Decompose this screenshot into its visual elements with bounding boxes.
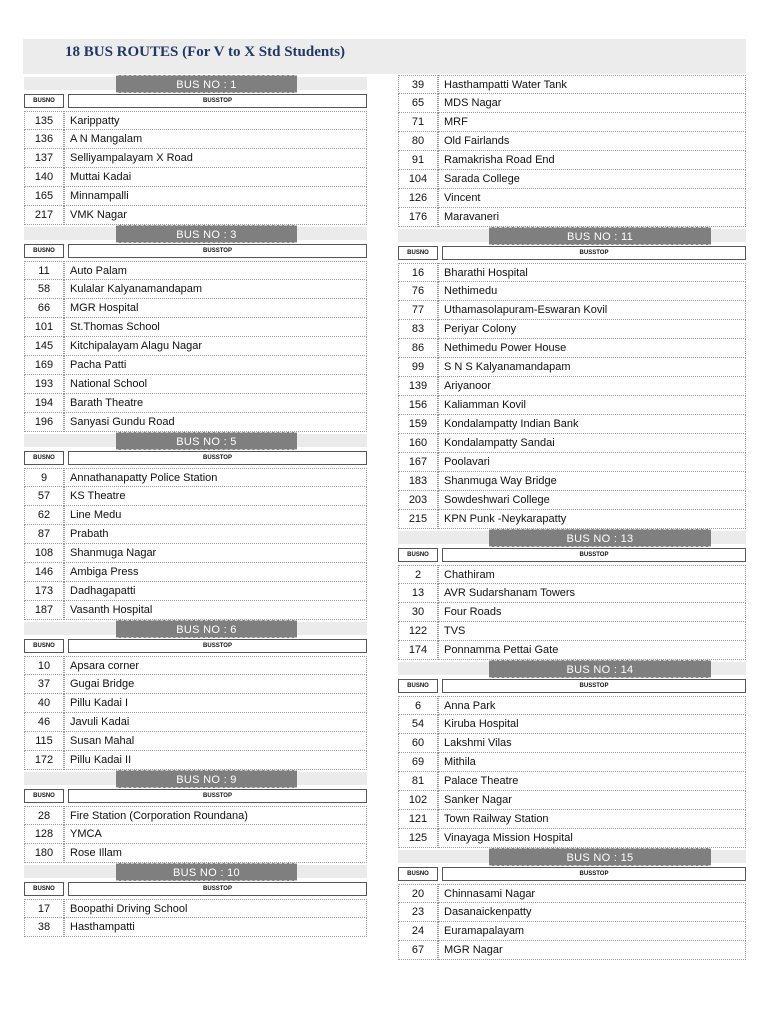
busno-column-header: BUSNO	[24, 639, 64, 653]
table-row	[398, 696, 746, 715]
table-row	[398, 434, 746, 453]
table-row	[398, 301, 746, 320]
stop-number: 57	[24, 487, 64, 506]
page-title: 18 BUS ROUTES (For V to X Std Students)	[65, 44, 346, 60]
table-row	[24, 675, 367, 694]
stop-number: 139	[398, 377, 438, 396]
stop-number: 10	[24, 656, 64, 675]
table-row	[24, 318, 367, 337]
stops-table	[24, 656, 367, 770]
table-row	[398, 113, 746, 132]
stop-name: Hasthampatti	[64, 918, 367, 937]
stop-number: 67	[398, 941, 438, 960]
table-row	[398, 282, 746, 301]
table-row	[24, 844, 367, 863]
table-row	[398, 263, 746, 282]
table-row	[24, 168, 367, 187]
stop-number: 2	[398, 565, 438, 584]
stop-name: National School	[64, 375, 367, 394]
busstop-column-header: BUSSTOP	[442, 548, 746, 562]
table-row	[24, 806, 367, 825]
stop-number: 126	[398, 189, 438, 208]
stop-number: 115	[24, 732, 64, 751]
table-row	[24, 299, 367, 318]
bus-route-section	[398, 227, 746, 529]
stop-number: 77	[398, 301, 438, 320]
stop-name: MGR Nagar	[438, 941, 746, 960]
stop-number: 38	[24, 918, 64, 937]
table-row	[398, 903, 746, 922]
title-bar	[23, 39, 746, 74]
bus-route-heading	[398, 660, 746, 678]
bus-route-heading	[398, 848, 746, 866]
stop-number: 160	[398, 434, 438, 453]
busstop-column-header: BUSSTOP	[68, 789, 367, 803]
table-row	[24, 111, 367, 130]
stop-number: 183	[398, 472, 438, 491]
stops-table	[24, 261, 367, 432]
stop-number: 58	[24, 280, 64, 299]
stop-number: 65	[398, 94, 438, 113]
stop-name: KS Theatre	[64, 487, 367, 506]
stop-name: MGR Hospital	[64, 299, 367, 318]
stop-number: 83	[398, 320, 438, 339]
stop-number: 86	[398, 339, 438, 358]
busstop-column-header: BUSSTOP	[68, 639, 367, 653]
busstop-column-header: BUSSTOP	[442, 679, 746, 693]
stop-name: Kitchipalayam Alagu Nagar	[64, 337, 367, 356]
stop-number: 146	[24, 563, 64, 582]
bus-number-label: BUS NO : 5	[116, 432, 297, 450]
stop-number: 71	[398, 113, 438, 132]
stop-number: 102	[398, 791, 438, 810]
stop-name: Euramapalayam	[438, 922, 746, 941]
stop-name: Javuli Kadai	[64, 713, 367, 732]
table-row	[398, 584, 746, 603]
stop-name: Auto Palam	[64, 261, 367, 280]
table-row	[398, 753, 746, 772]
stop-number: 99	[398, 358, 438, 377]
stops-table	[24, 468, 367, 620]
stop-name: Vincent	[438, 189, 746, 208]
table-row	[398, 94, 746, 113]
table-row	[398, 396, 746, 415]
table-row	[398, 641, 746, 660]
stop-name: Selliyampalayam X Road	[64, 149, 367, 168]
stop-name: Ponnamma Pettai Gate	[438, 641, 746, 660]
stops-table	[398, 75, 746, 227]
stop-number: 101	[24, 318, 64, 337]
stop-number: 91	[398, 151, 438, 170]
stop-name: Prabath	[64, 525, 367, 544]
stop-number: 196	[24, 413, 64, 432]
stop-name: Kondalampatty Indian Bank	[438, 415, 746, 434]
stop-name: AVR Sudarshanam Towers	[438, 584, 746, 603]
busno-column-header: BUSNO	[24, 789, 64, 803]
busno-column-header: BUSNO	[24, 882, 64, 896]
stop-name: Minnampalli	[64, 187, 367, 206]
stop-number: 60	[398, 734, 438, 753]
stop-number: 104	[398, 170, 438, 189]
table-header	[398, 679, 746, 693]
stop-name: Hasthampatti Water Tank	[438, 75, 746, 94]
stop-name: Ariyanoor	[438, 377, 746, 396]
table-header	[398, 867, 746, 881]
table-row	[24, 918, 367, 937]
stop-name: Muttai Kadai	[64, 168, 367, 187]
bus-number-label: BUS NO : 10	[116, 863, 297, 881]
table-row	[24, 130, 367, 149]
stop-number: 165	[24, 187, 64, 206]
stop-name: Town Railway Station	[438, 810, 746, 829]
stop-name: Palace Theatre	[438, 772, 746, 791]
stop-number: 37	[24, 675, 64, 694]
bus-number-label: BUS NO : 3	[116, 225, 297, 243]
stop-name: Sarada College	[438, 170, 746, 189]
table-row	[24, 280, 367, 299]
stop-name: St.Thomas School	[64, 318, 367, 337]
stop-number: 172	[24, 751, 64, 770]
stop-number: 167	[398, 453, 438, 472]
stops-table	[24, 806, 367, 863]
stop-number: 122	[398, 622, 438, 641]
stop-name: Lakshmi Vilas	[438, 734, 746, 753]
stop-number: 156	[398, 396, 438, 415]
bus-route-section	[24, 225, 367, 432]
table-row	[398, 715, 746, 734]
bus-number-label: BUS NO : 1	[116, 75, 297, 93]
stop-number: 135	[24, 111, 64, 130]
stop-number: 80	[398, 132, 438, 151]
stop-name: A N Mangalam	[64, 130, 367, 149]
stop-name: Dadhagapatti	[64, 582, 367, 601]
table-row	[398, 565, 746, 584]
stop-number: 81	[398, 772, 438, 791]
stop-name: Anna Park	[438, 696, 746, 715]
table-row	[398, 339, 746, 358]
table-row	[24, 261, 367, 280]
table-row	[398, 941, 746, 960]
table-row	[24, 751, 367, 770]
stops-table	[24, 899, 367, 937]
busstop-column-header: BUSSTOP	[442, 867, 746, 881]
table-row	[398, 170, 746, 189]
stop-number: 6	[398, 696, 438, 715]
stop-name: Mithila	[438, 753, 746, 772]
stop-name: Maravaneri	[438, 208, 746, 227]
table-header	[24, 882, 367, 896]
table-header	[24, 244, 367, 258]
bus-number-label: BUS NO : 13	[489, 529, 711, 547]
busno-column-header: BUSNO	[398, 246, 438, 260]
stop-name: Bharathi Hospital	[438, 263, 746, 282]
stops-table	[24, 111, 367, 225]
table-row	[24, 694, 367, 713]
bus-route-heading	[398, 529, 746, 547]
stop-name: Pacha Patti	[64, 356, 367, 375]
stop-number: 13	[398, 584, 438, 603]
stop-name: MDS Nagar	[438, 94, 746, 113]
stop-number: 169	[24, 356, 64, 375]
bus-route-section	[24, 620, 367, 770]
stops-table	[398, 565, 746, 660]
stop-name: Kiruba Hospital	[438, 715, 746, 734]
busstop-column-header: BUSSTOP	[68, 882, 367, 896]
busno-column-header: BUSNO	[24, 94, 64, 108]
table-row	[24, 732, 367, 751]
bus-number-label: BUS NO : 14	[489, 660, 711, 678]
table-row	[398, 829, 746, 848]
stop-name: Ambiga Press	[64, 563, 367, 582]
bus-number-label: BUS NO : 15	[489, 848, 711, 866]
stop-number: 125	[398, 829, 438, 848]
stop-name: Barath Theatre	[64, 394, 367, 413]
table-row	[24, 187, 367, 206]
stop-number: 217	[24, 206, 64, 225]
stop-number: 194	[24, 394, 64, 413]
stop-name: Kulalar Kalyanamandapam	[64, 280, 367, 299]
table-row	[24, 413, 367, 432]
busstop-column-header: BUSSTOP	[442, 246, 746, 260]
bus-route-section	[24, 863, 367, 937]
left-column	[24, 75, 367, 937]
table-row	[398, 491, 746, 510]
table-header	[24, 94, 367, 108]
stop-name: Old Fairlands	[438, 132, 746, 151]
stop-name: Sowdeshwari College	[438, 491, 746, 510]
stop-name: Shanmuga Nagar	[64, 544, 367, 563]
stop-number: 176	[398, 208, 438, 227]
table-header	[398, 548, 746, 562]
table-row	[24, 375, 367, 394]
bus-route-heading	[24, 432, 367, 450]
table-row	[398, 208, 746, 227]
bus-route-section	[398, 529, 746, 660]
table-row	[24, 601, 367, 620]
stops-table	[398, 884, 746, 960]
stop-number: 128	[24, 825, 64, 844]
stop-name: Nethimedu	[438, 282, 746, 301]
stop-number: 159	[398, 415, 438, 434]
stop-name: Shanmuga Way Bridge	[438, 472, 746, 491]
stop-name: Kaliamman Kovil	[438, 396, 746, 415]
stop-name: Pillu Kadai I	[64, 694, 367, 713]
bus-route-section	[398, 848, 746, 960]
stop-number: 28	[24, 806, 64, 825]
stop-name: Annathanapatty Police Station	[64, 468, 367, 487]
table-row	[398, 603, 746, 622]
stop-number: 137	[24, 149, 64, 168]
stop-name: Uthamasolapuram-Eswaran Kovil	[438, 301, 746, 320]
stop-name: Rose Illam	[64, 844, 367, 863]
stop-number: 87	[24, 525, 64, 544]
stop-name: Apsara corner	[64, 656, 367, 675]
bus-route-heading	[24, 75, 367, 93]
stop-number: 140	[24, 168, 64, 187]
stop-number: 39	[398, 75, 438, 94]
stop-name: Karippatty	[64, 111, 367, 130]
stop-number: 136	[24, 130, 64, 149]
table-row	[398, 453, 746, 472]
stop-number: 193	[24, 375, 64, 394]
busno-column-header: BUSNO	[398, 867, 438, 881]
stop-number: 11	[24, 261, 64, 280]
table-row	[24, 394, 367, 413]
table-row	[24, 356, 367, 375]
stop-number: 203	[398, 491, 438, 510]
bus-route-section	[398, 660, 746, 848]
stop-name: Kondalampatty Sandai	[438, 434, 746, 453]
table-row	[398, 189, 746, 208]
table-row	[398, 320, 746, 339]
bus-number-label: BUS NO : 6	[116, 620, 297, 638]
table-row	[24, 206, 367, 225]
bus-route-heading	[398, 227, 746, 245]
table-row	[24, 582, 367, 601]
stop-number: 17	[24, 899, 64, 918]
table-row	[398, 75, 746, 94]
stop-number: 187	[24, 601, 64, 620]
table-row	[24, 563, 367, 582]
stop-number: 40	[24, 694, 64, 713]
table-row	[24, 713, 367, 732]
stop-name: Sanker Nagar	[438, 791, 746, 810]
bus-number-label: BUS NO : 11	[489, 227, 711, 245]
table-row	[24, 149, 367, 168]
stop-name: Pillu Kadai II	[64, 751, 367, 770]
stop-name: YMCA	[64, 825, 367, 844]
table-row	[398, 922, 746, 941]
stop-number: 16	[398, 263, 438, 282]
stops-table	[398, 263, 746, 529]
right-column	[398, 75, 746, 960]
busno-column-header: BUSNO	[24, 451, 64, 465]
table-row	[24, 825, 367, 844]
stop-name: Gugai Bridge	[64, 675, 367, 694]
table-row	[24, 525, 367, 544]
stop-name: Susan Mahal	[64, 732, 367, 751]
table-row	[398, 377, 746, 396]
stop-number: 9	[24, 468, 64, 487]
stop-number: 23	[398, 903, 438, 922]
bus-route-section	[24, 432, 367, 620]
stop-number: 173	[24, 582, 64, 601]
table-row	[24, 487, 367, 506]
stop-name: Four Roads	[438, 603, 746, 622]
table-row	[398, 772, 746, 791]
stop-name: Nethimedu Power House	[438, 339, 746, 358]
table-row	[398, 734, 746, 753]
stop-number: 180	[24, 844, 64, 863]
stop-number: 66	[24, 299, 64, 318]
bus-number-label: BUS NO : 9	[116, 770, 297, 788]
stop-name: TVS	[438, 622, 746, 641]
stop-name: Fire Station (Corporation Roundana)	[64, 806, 367, 825]
table-row	[24, 544, 367, 563]
busno-column-header: BUSNO	[398, 548, 438, 562]
stop-number: 76	[398, 282, 438, 301]
stop-name: Boopathi Driving School	[64, 899, 367, 918]
stop-number: 215	[398, 510, 438, 529]
table-row	[398, 510, 746, 529]
stop-name: Line Medu	[64, 506, 367, 525]
table-row	[24, 656, 367, 675]
busstop-column-header: BUSSTOP	[68, 244, 367, 258]
table-header	[24, 789, 367, 803]
busstop-column-header: BUSSTOP	[68, 451, 367, 465]
stop-name: Vinayaga Mission Hospital	[438, 829, 746, 848]
stop-name: S N S Kalyanamandapam	[438, 358, 746, 377]
table-row	[398, 151, 746, 170]
stop-number: 69	[398, 753, 438, 772]
table-row	[24, 506, 367, 525]
table-row	[398, 358, 746, 377]
stop-number: 174	[398, 641, 438, 660]
bus-route-section	[24, 770, 367, 863]
busno-column-header: BUSNO	[398, 679, 438, 693]
stop-name: Chinnasami Nagar	[438, 884, 746, 903]
stop-name: VMK Nagar	[64, 206, 367, 225]
table-row	[398, 415, 746, 434]
table-row	[24, 899, 367, 918]
stop-number: 62	[24, 506, 64, 525]
stop-name: MRF	[438, 113, 746, 132]
stop-number: 24	[398, 922, 438, 941]
table-row	[398, 810, 746, 829]
stop-name: KPN Punk -Neykarapatty	[438, 510, 746, 529]
table-header	[24, 639, 367, 653]
table-row	[398, 791, 746, 810]
table-row	[24, 337, 367, 356]
stop-number: 46	[24, 713, 64, 732]
stop-number: 30	[398, 603, 438, 622]
table-row	[398, 132, 746, 151]
stop-name: Chathiram	[438, 565, 746, 584]
stop-number: 108	[24, 544, 64, 563]
bus-route-section	[398, 75, 746, 227]
stop-name: Ramakrisha Road End	[438, 151, 746, 170]
stop-name: Sanyasi Gundu Road	[64, 413, 367, 432]
table-row	[24, 468, 367, 487]
table-header	[398, 246, 746, 260]
busno-column-header: BUSNO	[24, 244, 64, 258]
busstop-column-header: BUSSTOP	[68, 94, 367, 108]
table-row	[398, 472, 746, 491]
stop-number: 54	[398, 715, 438, 734]
stop-number: 20	[398, 884, 438, 903]
bus-route-heading	[24, 863, 367, 881]
stop-name: Vasanth Hospital	[64, 601, 367, 620]
bus-route-section	[24, 75, 367, 225]
table-header	[24, 451, 367, 465]
stop-name: Periyar Colony	[438, 320, 746, 339]
stop-name: Poolavari	[438, 453, 746, 472]
stop-name: Dasanaickenpatty	[438, 903, 746, 922]
table-row	[398, 622, 746, 641]
bus-route-heading	[24, 770, 367, 788]
bus-route-heading	[24, 225, 367, 243]
stop-number: 121	[398, 810, 438, 829]
table-row	[398, 884, 746, 903]
stops-table	[398, 696, 746, 848]
stop-number: 145	[24, 337, 64, 356]
bus-route-heading	[24, 620, 367, 638]
